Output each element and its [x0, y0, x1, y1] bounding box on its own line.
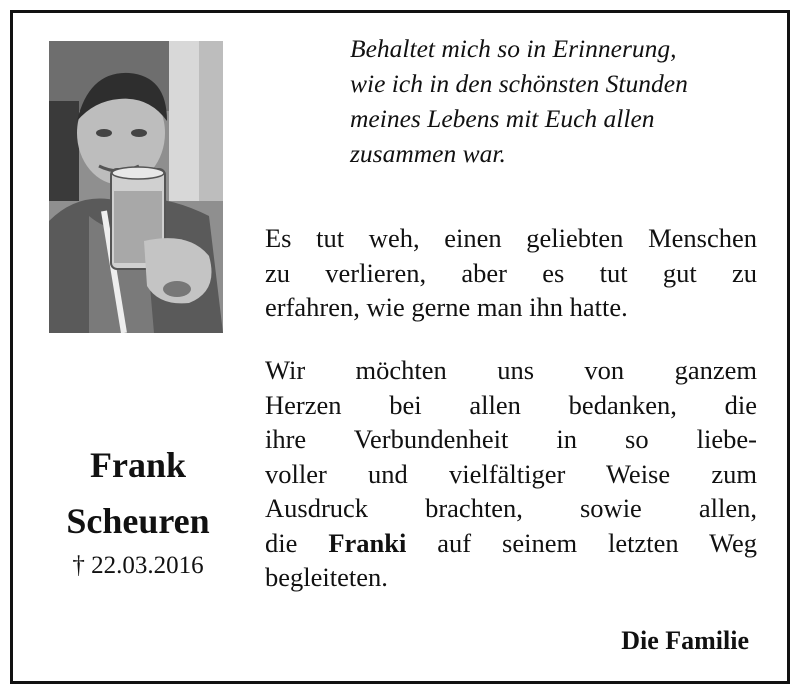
paragraph-line: Wir möchten uns von ganzem: [265, 355, 757, 385]
signature: Die Familie: [621, 626, 749, 655]
death-date-line: [33, 551, 243, 581]
portrait-image: [49, 41, 223, 333]
line-text: die: [265, 527, 298, 558]
paragraph-line-with-name: [265, 526, 757, 561]
paragraph-line: ihre Verbundenheit in so liebe-: [265, 424, 757, 454]
quote-line: zusammen war.: [350, 139, 506, 168]
paragraph-line: erfahren, wie gerne man ihn hatte.: [265, 292, 628, 322]
portrait-photo: [49, 41, 223, 333]
paragraph-line: zu verlieren, aber es tut gut zu: [265, 257, 757, 288]
line-text: auf seinem letzten Weg: [437, 527, 758, 558]
obituary-card: [10, 10, 790, 684]
thanks-paragraph: [265, 353, 757, 595]
quote-line: meines Lebens mit Euch allen: [350, 104, 655, 133]
paragraph-line: Herzen bei allen bedanken, die: [265, 389, 757, 420]
quote-line: Behaltet mich so in Erinnerung,: [350, 34, 677, 63]
nickname-bold: Franki: [328, 527, 407, 558]
paragraph-line: Es tut weh, einen geliebten Menschen: [265, 223, 757, 253]
condolence-paragraph: [265, 221, 757, 325]
deceased-last-name: Scheuren: [66, 501, 210, 541]
quote-line: wie ich in den schönsten Stunden: [350, 69, 688, 98]
paragraph-line: begleiteten.: [265, 562, 388, 592]
memorial-quote: [350, 31, 770, 171]
paragraph-line: Ausdruck brachten, sowie allen,: [265, 493, 757, 523]
deceased-first-name: Frank: [89, 445, 186, 485]
dagger-symbol: †: [72, 552, 85, 579]
paragraph-line: voller und vielfältiger Weise zum: [265, 458, 757, 489]
death-date: 22.03.2016: [91, 552, 204, 579]
